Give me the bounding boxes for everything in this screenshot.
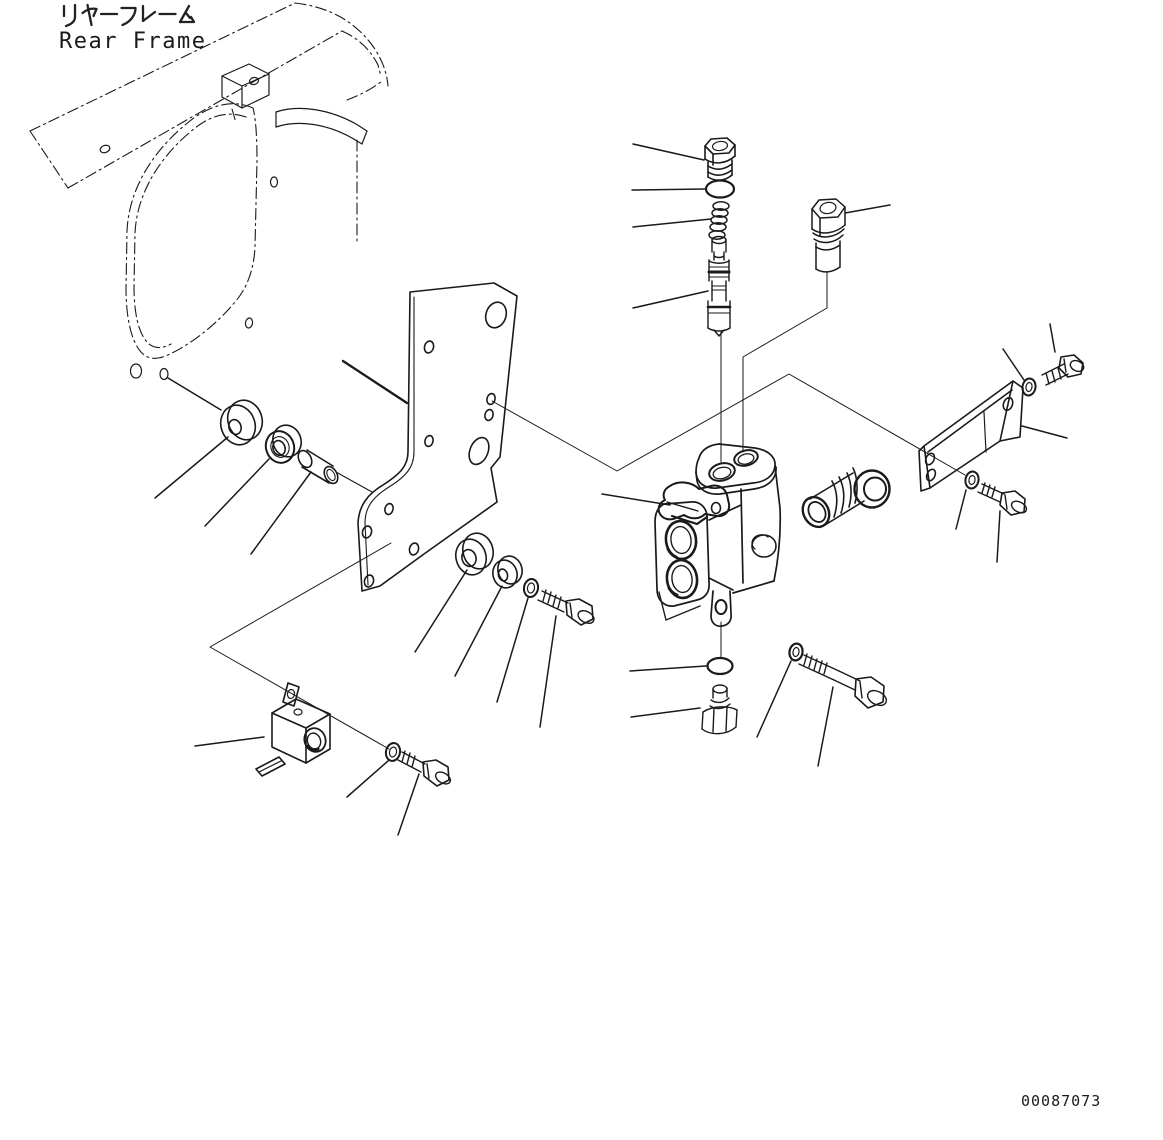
solenoid-lock-washer bbox=[384, 742, 401, 763]
lock-washer-valve bbox=[788, 643, 804, 662]
bushing bbox=[295, 448, 340, 486]
title-japanese bbox=[64, 5, 194, 26]
valve-body bbox=[655, 444, 780, 626]
spring bbox=[709, 202, 729, 239]
leader-lines bbox=[155, 144, 1067, 835]
valve-spool bbox=[708, 237, 730, 337]
solenoid-bolt bbox=[398, 751, 452, 786]
mounting-plate bbox=[358, 283, 517, 591]
drawing-number: 00087073 bbox=[1021, 1092, 1102, 1110]
elbow-fitting bbox=[798, 468, 890, 532]
frame-holes bbox=[99, 144, 277, 379]
hex-bolt bbox=[538, 590, 596, 626]
lock-washer bbox=[523, 578, 540, 598]
fitting bbox=[812, 199, 845, 272]
solenoid-valve bbox=[256, 683, 330, 776]
spacer-collar bbox=[452, 530, 497, 579]
bracket bbox=[919, 381, 1023, 491]
bracket-bolt-lower bbox=[978, 483, 1028, 515]
bracket-washer-lower bbox=[964, 471, 980, 490]
title-english: Rear Frame bbox=[59, 29, 207, 54]
plug-lower bbox=[702, 685, 737, 734]
rear-frame-outline bbox=[30, 3, 388, 358]
o-ring-lower bbox=[708, 658, 733, 674]
long-bolt bbox=[799, 654, 889, 708]
bracket-bolt-upper bbox=[1042, 355, 1085, 385]
washer bbox=[490, 553, 525, 590]
plug bbox=[705, 138, 735, 180]
frame-arm bbox=[276, 108, 367, 144]
o-ring bbox=[706, 181, 734, 198]
